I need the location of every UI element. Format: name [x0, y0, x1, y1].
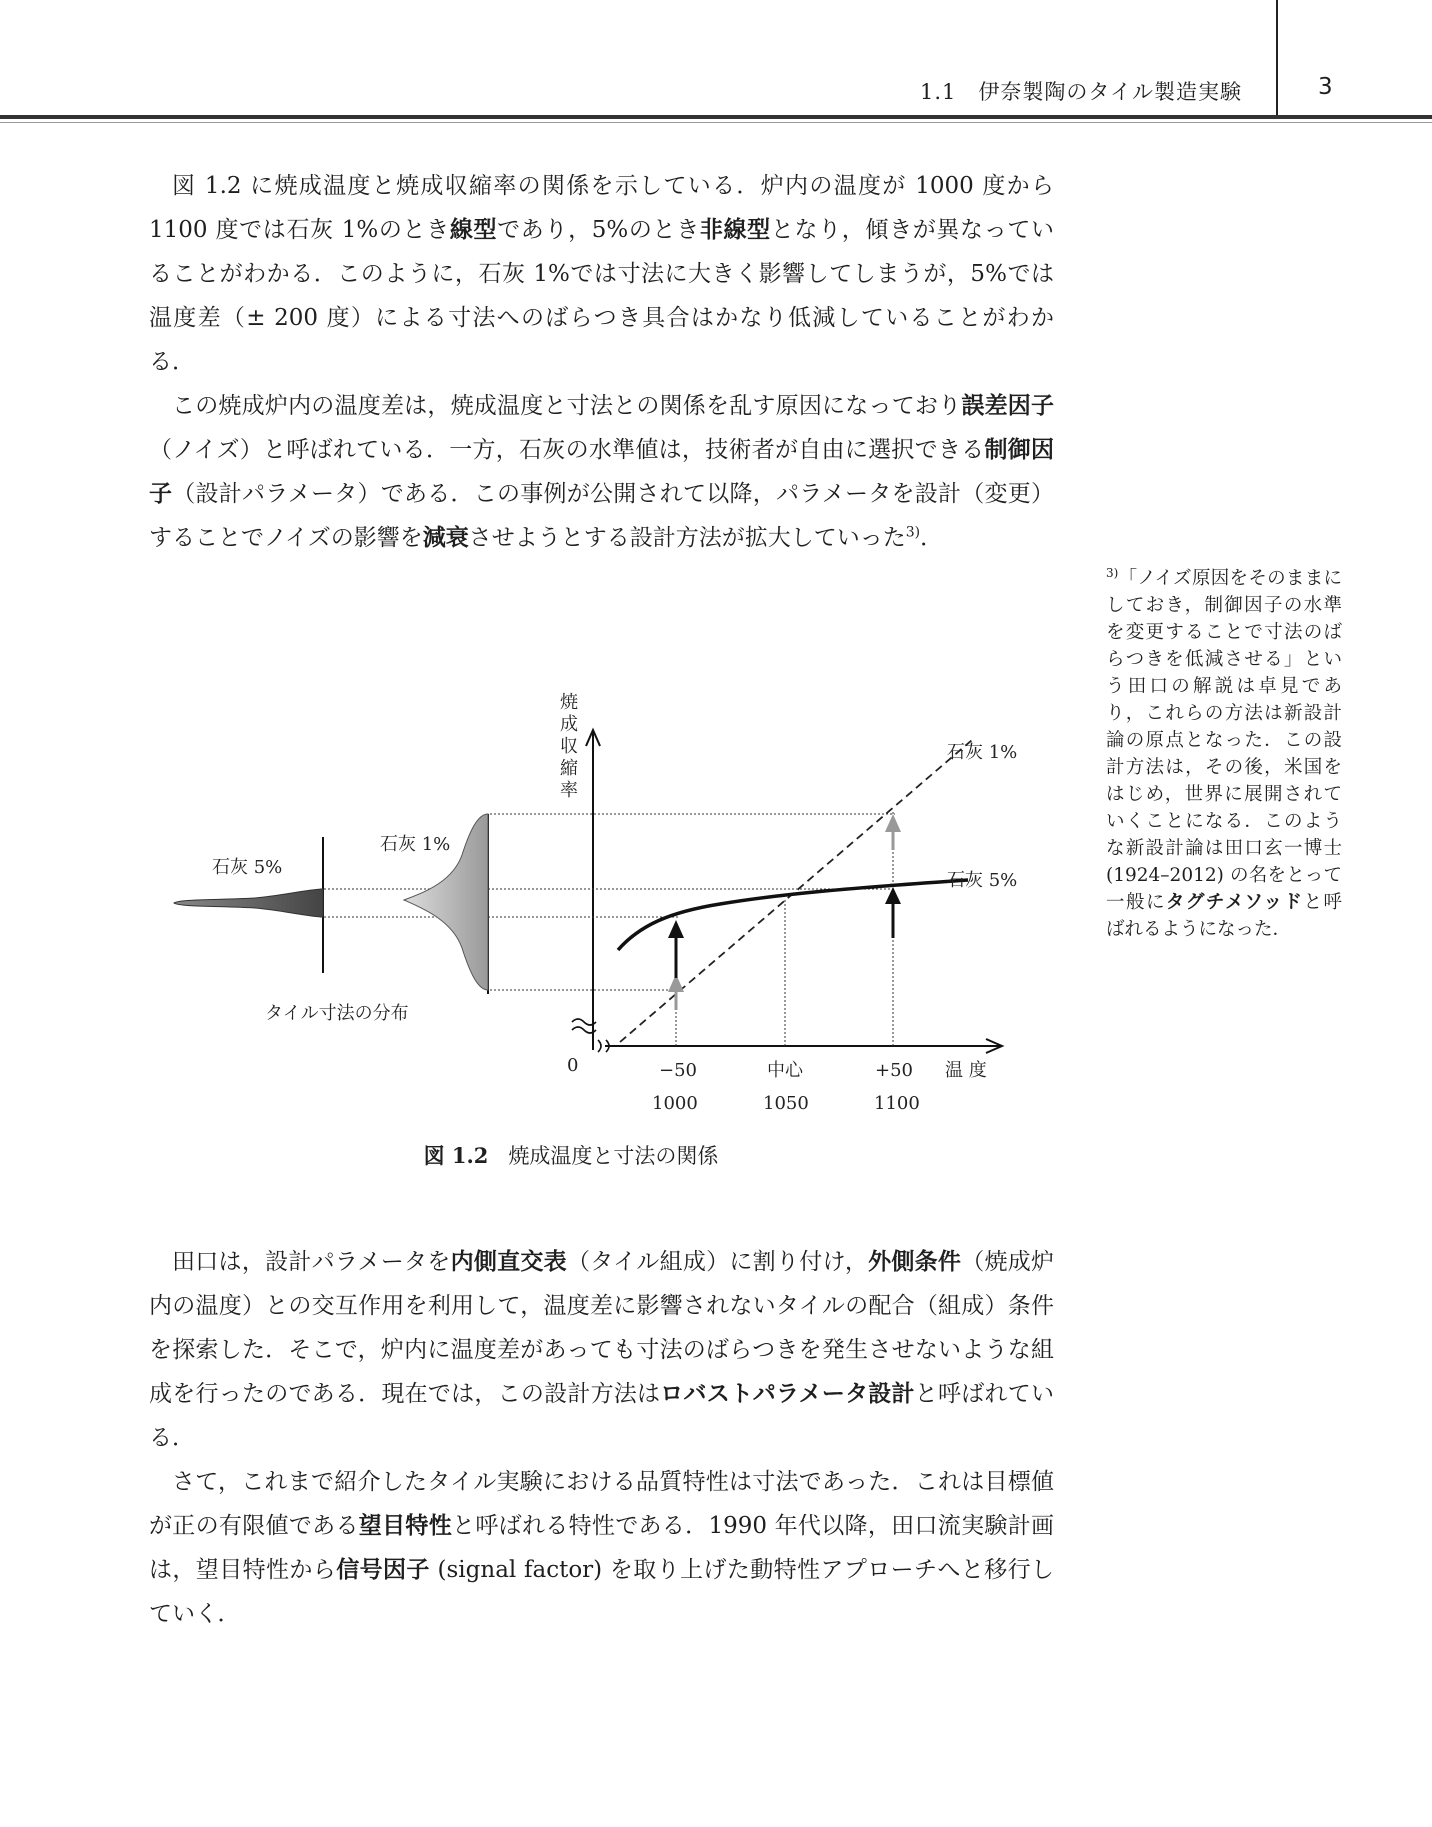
p4-text-a: さて，これまで紹介したタイル実験における品質特性は寸法であった．これは目標値が正の有限値である — [149, 1469, 1054, 1539]
y-axis-label-1: 焼 — [560, 692, 578, 713]
keyword-error-factor: 誤差因子 — [961, 393, 1055, 419]
figure-1-2 — [160, 680, 1040, 1150]
arrowhead-lime1-plus50 — [885, 814, 901, 832]
y-axis-label-3: 収 — [560, 736, 578, 757]
keyword-linear: 線型 — [449, 217, 498, 243]
header-vertical-rule — [1276, 0, 1278, 118]
sidenote-mark: 3) — [1106, 565, 1119, 580]
p1-text-c: となり，傾きが異なっていることがわかる．このように，石灰 1%では寸法に大きく影響してしまうが，5%では温度差（± 200 度）による寸法へのばらつき具合はかなり低減していることがわかる． — [149, 217, 1055, 375]
body-text-bottom — [149, 1240, 1054, 1636]
keyword-control-factor: 制御因子 — [149, 437, 1055, 507]
paragraph-4 — [149, 1460, 1054, 1636]
body-text-top — [149, 164, 1054, 560]
p2-text-b: （ノイズ）と呼ばれている．一方，石灰の水準値は，技術者が自由に選択できる — [149, 437, 985, 463]
p1-text-a: 図 1.2 に焼成温度と焼成収縮率の関係を示している．炉内の温度が 1000 度から 1100 度では石灰 1%のとき — [149, 173, 1054, 243]
y-axis-label-5: 率 — [560, 780, 578, 801]
p1-text-b: であり，5%のとき — [497, 217, 700, 243]
origin-label: 0 — [567, 1055, 579, 1076]
keyword-attenuation: 減衰 — [422, 525, 469, 551]
running-header-section: 1.1 伊奈製陶のタイル製造実験 — [920, 80, 1242, 104]
label-lime1-line: 石灰 1% — [947, 742, 1018, 763]
x-axis-label: 温 度 — [945, 1060, 987, 1081]
x-tick-minus50: −50 — [659, 1060, 697, 1081]
header-rule — [0, 115, 1432, 119]
paragraph-1 — [149, 164, 1054, 384]
label-lime5-dist: 石灰 5% — [212, 857, 283, 878]
arrowhead-lime5-plus50 — [885, 887, 901, 904]
keyword-taguchi-method: タグチメソッド — [1165, 892, 1304, 913]
p2-text-e: ． — [920, 525, 944, 551]
sidenote-3 — [1106, 565, 1342, 943]
p4-text-c: (signal factor) を取り上げた動特性アプローチへと移行していく． — [149, 1557, 1055, 1627]
page-number: 3 — [1318, 74, 1333, 100]
footnote-ref-3[interactable]: 3) — [905, 524, 921, 541]
figure-svg — [160, 680, 1040, 1150]
x-tick-1000: 1000 — [652, 1093, 698, 1114]
p2-text-c: （設計パラメータ）である．この事例が公開されて以降，パラメータを設計（変更）することでノイズの影響を — [149, 481, 1054, 551]
caption-text: 焼成温度と寸法の関係 — [508, 1144, 719, 1168]
x-tick-1100: 1100 — [874, 1093, 920, 1114]
caption-number: 図 1.2 — [423, 1143, 489, 1168]
p3-text-b: （タイル組成）に割り付け， — [566, 1249, 869, 1275]
dist-lime5-shape — [174, 889, 323, 917]
p2-text-d: させようとする設計方法が拡大していった — [468, 525, 906, 551]
sidenote-text: 「ノイズ原因をそのままにしておき，制御因子の水準を変更することで寸法のばらつきを低減させる」という田口の解説は卓見であり，これらの方法は新設計論の原点となった．この設計方法は，その後，米国をはじめ，世界に展開されていくことになる．このような新設計論は田口玄一博士 (1924–2012) の名をとって一般に — [1106, 568, 1342, 913]
label-lime5-line: 石灰 5% — [947, 870, 1018, 891]
label-tile-distribution: タイル寸法の分布 — [265, 1003, 409, 1024]
x-tick-plus50: +50 — [875, 1060, 913, 1081]
label-lime1-dist: 石灰 1% — [380, 834, 451, 855]
series-lime5-curve — [618, 880, 968, 950]
y-axis-label-4: 縮 — [560, 758, 578, 779]
keyword-nominal-the-best: 望目特性 — [358, 1513, 453, 1539]
sidenote-tail: と呼ばれるようになった． — [1106, 892, 1342, 940]
y-axis-label-2: 成 — [560, 714, 578, 735]
keyword-outer-condition: 外側条件 — [868, 1249, 962, 1275]
paragraph-2 — [149, 384, 1054, 560]
keyword-robust-parameter-design: ロバストパラメータ設計 — [660, 1381, 915, 1407]
series-lime1-line — [620, 740, 972, 1042]
keyword-signal-factor: 信号因子 — [336, 1557, 430, 1583]
keyword-nonlinear: 非線型 — [699, 217, 771, 243]
x-tick-1050: 1050 — [763, 1093, 809, 1114]
p3-text-a: 田口は，設計パラメータを — [172, 1249, 451, 1275]
keyword-inner-array: 内側直交表 — [450, 1249, 567, 1275]
p4-text-b: と呼ばれる特性である．1990 年代以降，田口流実験計画は，望目特性から — [149, 1513, 1055, 1583]
arrowhead-lime5-minus50 — [668, 920, 684, 938]
figure-caption — [0, 1140, 1432, 1170]
paragraph-3 — [149, 1240, 1054, 1460]
p3-text-c: （焼成炉内の温度）との交互作用を利用して，温度差に影響されないタイルの配合（組成）条件を探索した．そこで，炉内に温度差があっても寸法のばらつきを発生させないような組成を行ったのである．現在では，この設計方法は — [149, 1249, 1055, 1407]
p2-text-a: この焼成炉内の温度差は，焼成温度と寸法との関係を乱す原因になっており — [172, 393, 962, 419]
x-tick-center: 中心 — [767, 1060, 803, 1081]
header-rule-thin — [0, 122, 1432, 123]
p3-text-d: と呼ばれている． — [149, 1381, 1054, 1451]
